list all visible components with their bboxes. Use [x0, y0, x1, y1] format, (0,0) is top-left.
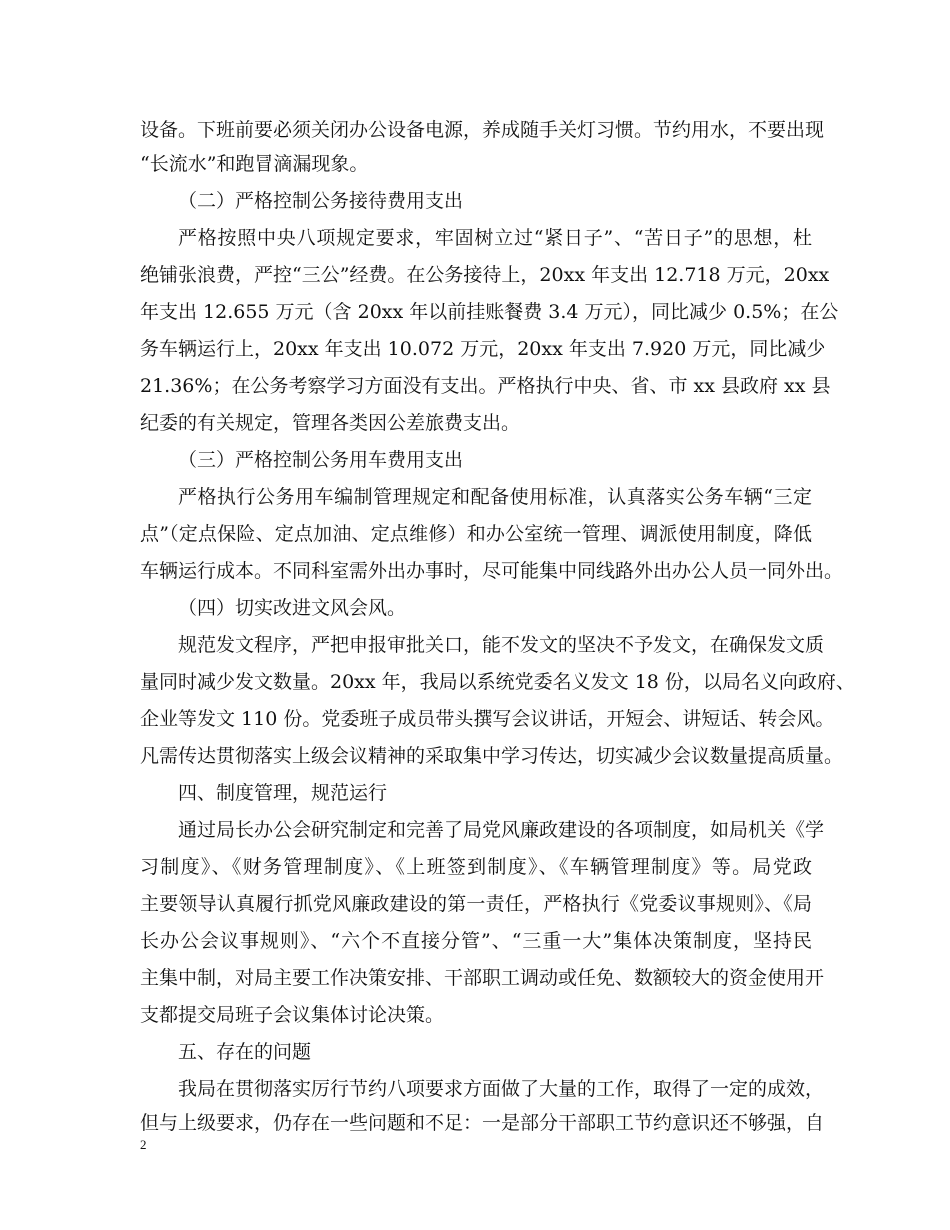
section-heading: （二）严格控制公务接待费用支出 [178, 190, 464, 212]
text-line: “长流水”和跑冒滴漏现象。 [140, 153, 369, 175]
text-line: 通过局长办公会研究制定和完善了局党风廉政建设的各项制度，如局机关《学 [178, 819, 825, 841]
text-line: 凡需传达贯彻落实上级会议精神的采取集中学习传达，切实减少会议数量提高质量。 [140, 745, 844, 767]
text-line: 点”（定点保险、定点加油、定点维修）和办公室统一管理、调派使用制度，降低 [140, 523, 812, 545]
text-line: 主要领导认真履行抓党风廉政建设的第一责任，严格执行《党委议事规则》、《局 [140, 893, 812, 915]
text-line: 长办公会议事规则》、“六个不直接分管”、“三重一大”集体决策制度，坚持民 [140, 930, 812, 952]
section-heading: 五、存在的问题 [178, 1041, 312, 1063]
text-line: 年支出 12.655 万元（含 20xx 年以前挂账餐费 3.4 万元），同比减少 0.5%；在公 [140, 301, 839, 323]
text-line: 习制度》、《财务管理制度》、《上班签到制度》、《车辆管理制度》等。局党政 [140, 856, 812, 878]
text-line: 我局在贯彻落实厉行节约八项要求方面做了大量的工作，取得了一定的成效， [178, 1078, 825, 1100]
text-line: 务车辆运行上，20xx 年支出 10.072 万元，20xx 年支出 7.920 万元，同比减少 [140, 338, 826, 360]
text-line: 支都提交局班子会议集体讨论决策。 [140, 1004, 445, 1026]
text-line: 主集中制，对局主要工作决策安排、干部职工调动或任免、数额较大的资金使用开 [140, 967, 825, 989]
text-line: 企业等发文 110 份。党委班子成员带头撰写会议讲话，开短会、讲短话、转会风。 [140, 708, 835, 730]
text-line: 严格按照中央八项规定要求，牢固树立过“紧日子”、“苦日子”的思想，杜 [178, 227, 812, 249]
text-line: 纪委的有关规定，管理各类因公差旅费支出。 [140, 412, 521, 434]
text-line: 21.36%；在公务考察学习方面没有支出。严格执行中央、省、市 xx 县政府 xx 县 [140, 375, 831, 397]
section-heading: （三）严格控制公务用车费用支出 [178, 449, 464, 471]
section-heading: （四）切实改进文风会风。 [178, 597, 407, 619]
page-number: 2 [140, 1137, 147, 1152]
text-line: 设备。下班前要必须关闭办公设备电源，养成随手关灯习惯。节约用水，不要出现 [140, 119, 825, 141]
text-line: 规范发文程序，严把申报审批关口，能不发文的坚决不予发文，在确保发文质 [178, 634, 825, 656]
text-line: 绝铺张浪费，严控“三公”经费。在公务接待上，20xx 年支出 12.718 万元，20xx [140, 264, 830, 286]
text-line: 但与上级要求，仍存在一些问题和不足：一是部分干部职工节约意识还不够强，自 [140, 1112, 825, 1134]
text-line: 严格执行公务用车编制管理规定和配备使用标准，认真落实公务车辆“三定 [178, 486, 812, 508]
text-line: 量同时减少发文数量。20xx 年，我局以系统党委名义发文 18 份，以局名义向政府、 [140, 671, 855, 693]
text-line: 车辆运行成本。不同科室需外出办事时，尽可能集中同线路外出办公人员一同外出。 [140, 560, 844, 582]
section-heading: 四、制度管理，规范运行 [178, 782, 388, 804]
